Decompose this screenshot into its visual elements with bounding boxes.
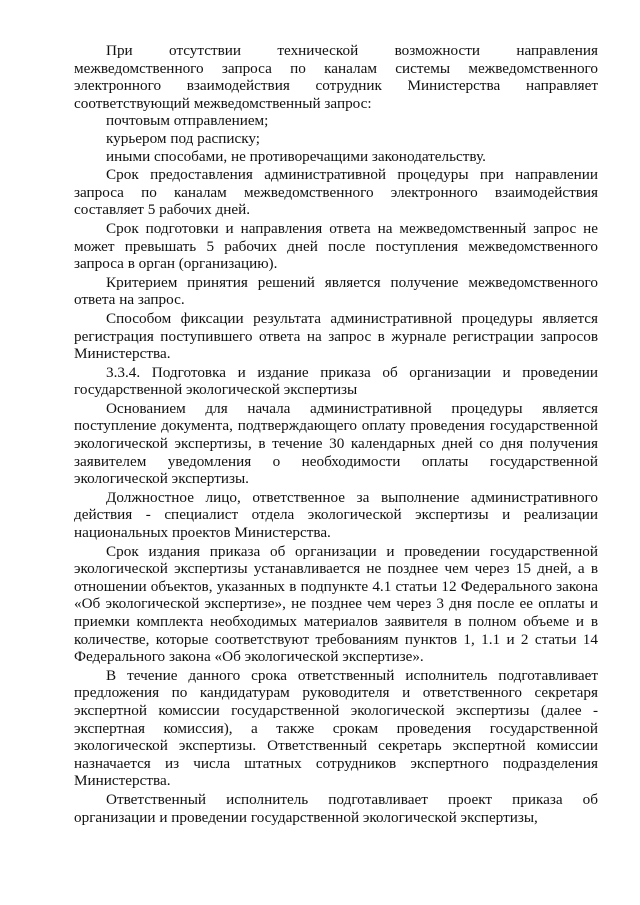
document-page bbox=[74, 42, 598, 826]
paragraph-decision-criterion: Критерием принятия решений является получение межведомственного ответа на запрос. bbox=[74, 273, 598, 309]
list-item-other-ways: иными способами, не противоречащими законодательству. bbox=[106, 147, 486, 165]
paragraph-responsible-official: Должностное лицо, ответственное за выполнение административного действия - специалист отдела экологической экспертизы и реализации национальных проектов Министерства. bbox=[74, 488, 598, 542]
paragraph-procedure-basis: Основанием для начала административной процедуры является поступление документа, подтверждающего оплату проведения государственной экологической экспертизы, в течение 30 календарных дней со дня получения заявителем уведомления о необходимости оплаты государственной экологической экспертизы. bbox=[74, 399, 598, 488]
paragraph-no-technical-possibility: При отсутствии технической возможности направления межведомственного запроса по каналам системы межведомственного электронного взаимодействия сотрудник Министерства направляет соответствующий межведомственный запрос: bbox=[74, 42, 598, 112]
paragraph-result-fixation: Способом фиксации результата административной процедуры является регистрация поступившего ответа на запрос в журнале регистрации запросов Министерства. bbox=[74, 309, 598, 363]
paragraph-response-term: Срок подготовки и направления ответа на межведомственный запрос не может превышать 5 рабочих дней после поступления межведомственного запроса в орган (организацию). bbox=[74, 219, 598, 273]
paragraph-procedure-term: Срок предоставления административной процедуры при направлении запроса по каналам межведомственного электронного взаимодействия составляет 5 рабочих дней. bbox=[74, 166, 598, 219]
list-item-courier: курьером под расписку; bbox=[106, 129, 260, 147]
paragraph-order-draft: Ответственный исполнитель подготавливает проект приказа об организации и проведении государственной экологической экспертизы, bbox=[74, 790, 598, 826]
list-item-postal: почтовым отправлением; bbox=[106, 112, 269, 130]
paragraph-order-term: Срок издания приказа об организации и проведении государственной экологической экспертизы устанавливается не позднее чем через 15 дней, а в отношении объектов, указанных в подпункте 4.1 статьи 12 Федерального закона «Об экологической экспертизе», не позднее чем через 3 дня после ее оплаты и приемки комплекта необходимых материалов заявителя в полном объеме и в количестве, которые соответствуют требованиям пунктов 1, 1.1 и 2 статьи 14 Федерального закона «Об экологической экспертизе». bbox=[74, 542, 598, 666]
paragraph-commission-proposals: В течение данного срока ответственный исполнитель подготавливает предложения по кандидатурам руководителя и ответственного секретаря экспертной комиссии государственной экологической экспертизы (далее - экспертная комиссия), а также срокам проведения государственной экологической экспертизы. Ответственный секретарь экспертной комиссии назначается из числа штатных сотрудников экспертного подразделения Министерства. bbox=[74, 666, 598, 790]
section-heading-3-3-4: 3.3.4. Подготовка и издание приказа об организации и проведении государственной экологической экспертизы bbox=[74, 363, 598, 399]
